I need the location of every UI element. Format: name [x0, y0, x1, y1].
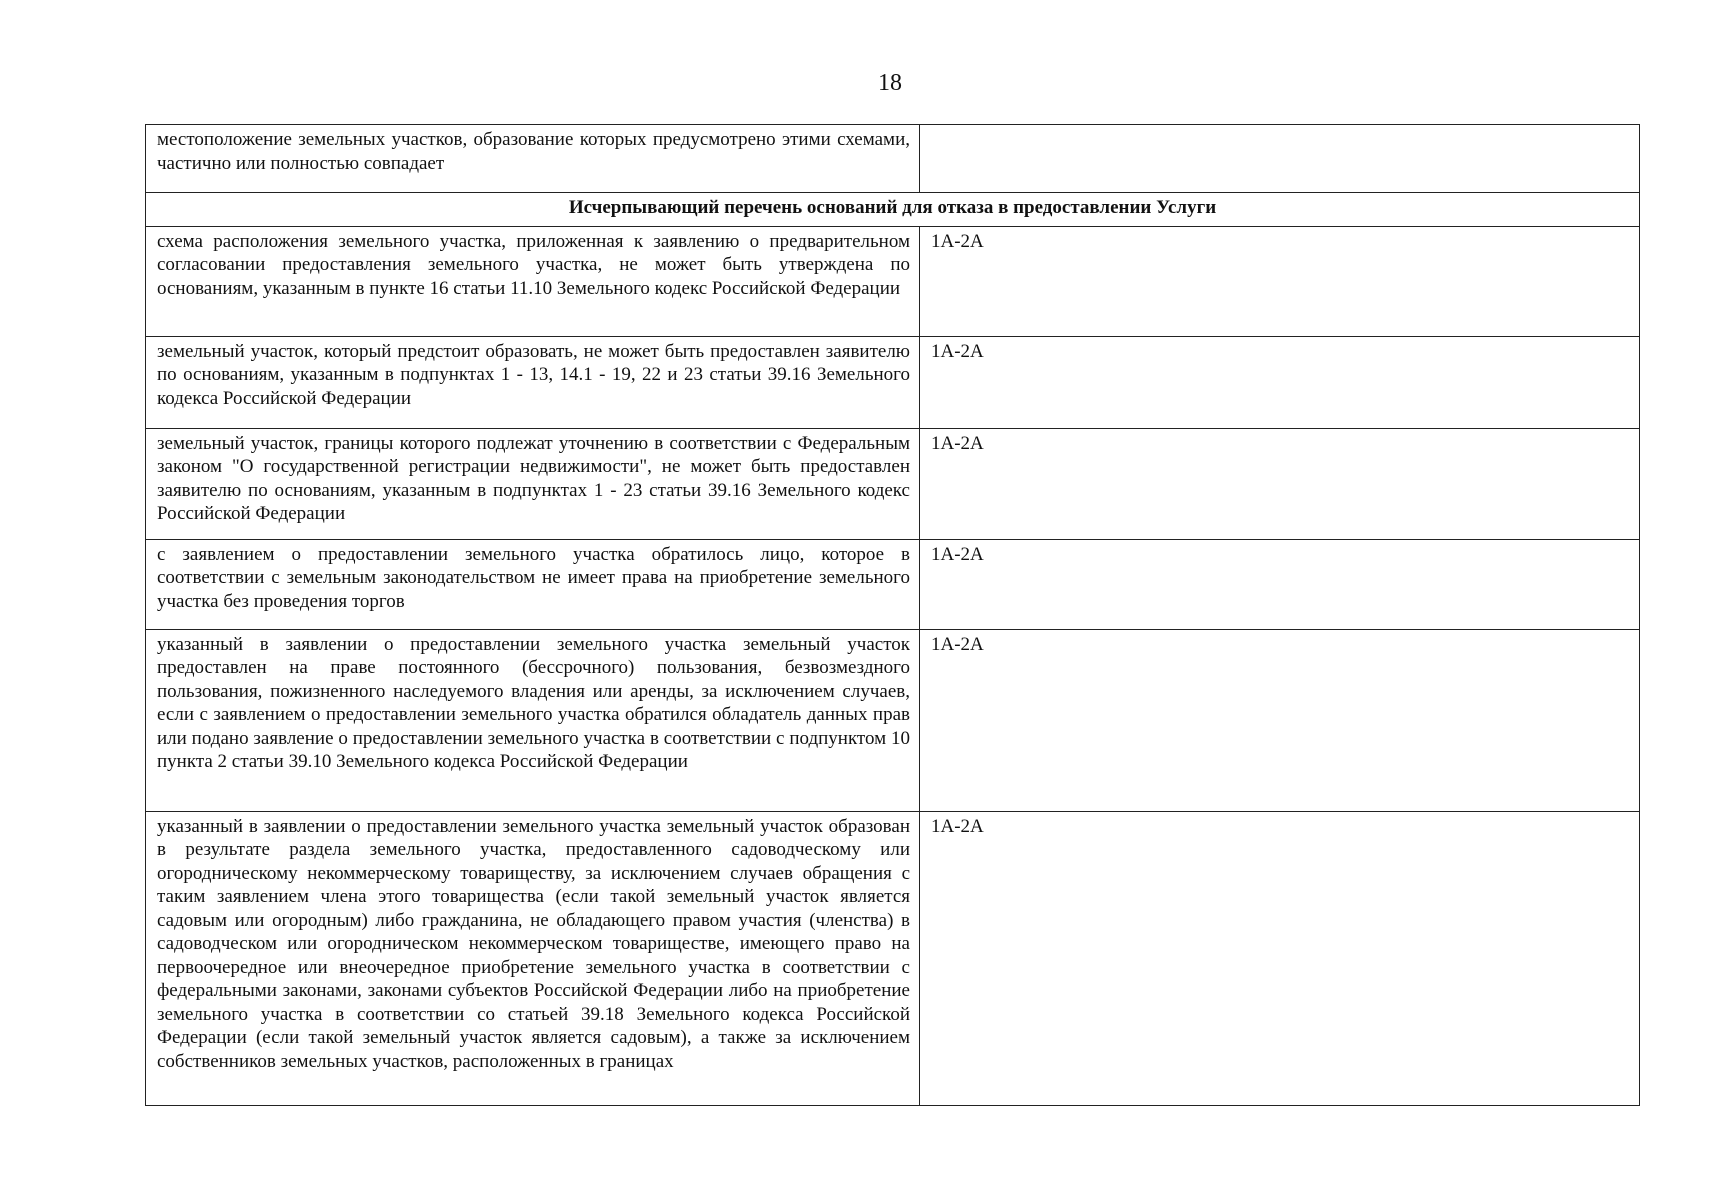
- row-code-cell: 1А-2А: [920, 428, 1640, 539]
- row-text-cell: с заявлением о предоставлении земельного участка обратилось лицо, которое в соответствии с земельным законодательством не имеет права на приобретение земельного участка без проведения торгов: [146, 539, 920, 629]
- row-code-cell: [920, 125, 1640, 193]
- table-row: [146, 336, 1640, 428]
- table-row: [146, 125, 1640, 193]
- row-code-cell: 1А-2А: [920, 226, 1640, 336]
- row-text-cell: указанный в заявлении о предоставлении земельного участка земельный участок предоставлен на праве постоянного (бессрочного) пользования, безвозмездного пользования, пожизненного наследуемого владения или аренды, за исключением случаев, если с заявлением о предоставлении земельного участка обратился обладатель данных прав или подано заявление о предоставлении земельного участка в соответствии с подпунктом 10 пункта 2 статьи 39.10 Земельного кодекса Российской Федерации: [146, 629, 920, 811]
- row-text-cell: указанный в заявлении о предоставлении земельного участка земельный участок образован в результате раздела земельного участка, предоставленного садоводческому или огородническому некоммерческому товариществу, за исключением случаев обращения с таким заявлением члена этого товарищества (если такой земельный участок является садовым или огородным) либо гражданина, не обладающего правом участия (членства) в садоводческом или огородническом некоммерческом товариществе, имеющего право на первоочередное или внеочередное приобретение земельного участка в соответствии с федеральными законами, законами субъектов Российской Федерации либо на приобретение земельного участка в соответствии со статьей 39.18 Земельного кодекса Российской Федерации (если такой земельный участок является садовым), а также за исключением собственников земельных участков, расположенных в границах: [146, 811, 920, 1105]
- table-row: [146, 226, 1640, 336]
- page-number: 18: [878, 70, 902, 96]
- row-text-cell: земельный участок, границы которого подлежат уточнению в соответствии с Федеральным законом "О государственной регистрации недвижимости", не может быть предоставлен заявителю по основаниям, указанным в подпунктах 1 - 23 статьи 39.16 Земельного кодекс Российской Федерации: [146, 428, 920, 539]
- row-text-cell: местоположение земельных участков, образование которых предусмотрено этими схемами, частично или полностью совпадает: [146, 125, 920, 193]
- table-row: [146, 629, 1640, 811]
- table-row: [146, 428, 1640, 539]
- row-text-cell: земельный участок, который предстоит образовать, не может быть предоставлен заявителю по основаниям, указанным в подпунктах 1 - 13, 14.1 - 19, 22 и 23 статьи 39.16 Земельного кодекса Российской Федерации: [146, 336, 920, 428]
- row-text-cell: схема расположения земельного участка, приложенная к заявлению о предварительном согласовании предоставления земельного участка, не может быть утверждена по основаниям, указанным в пункте 16 статьи 11.10 Земельного кодекс Российской Федерации: [146, 226, 920, 336]
- row-code-cell: 1А-2А: [920, 336, 1640, 428]
- table-row: [146, 811, 1640, 1105]
- table-row: [146, 539, 1640, 629]
- row-code-cell: 1А-2А: [920, 629, 1640, 811]
- section-header: Исчерпывающий перечень оснований для отказа в предоставлении Услуги: [146, 193, 1640, 227]
- row-code-cell: 1А-2А: [920, 539, 1640, 629]
- section-header-row: [146, 193, 1640, 227]
- grounds-table: [145, 124, 1640, 1106]
- row-code-cell: 1А-2А: [920, 811, 1640, 1105]
